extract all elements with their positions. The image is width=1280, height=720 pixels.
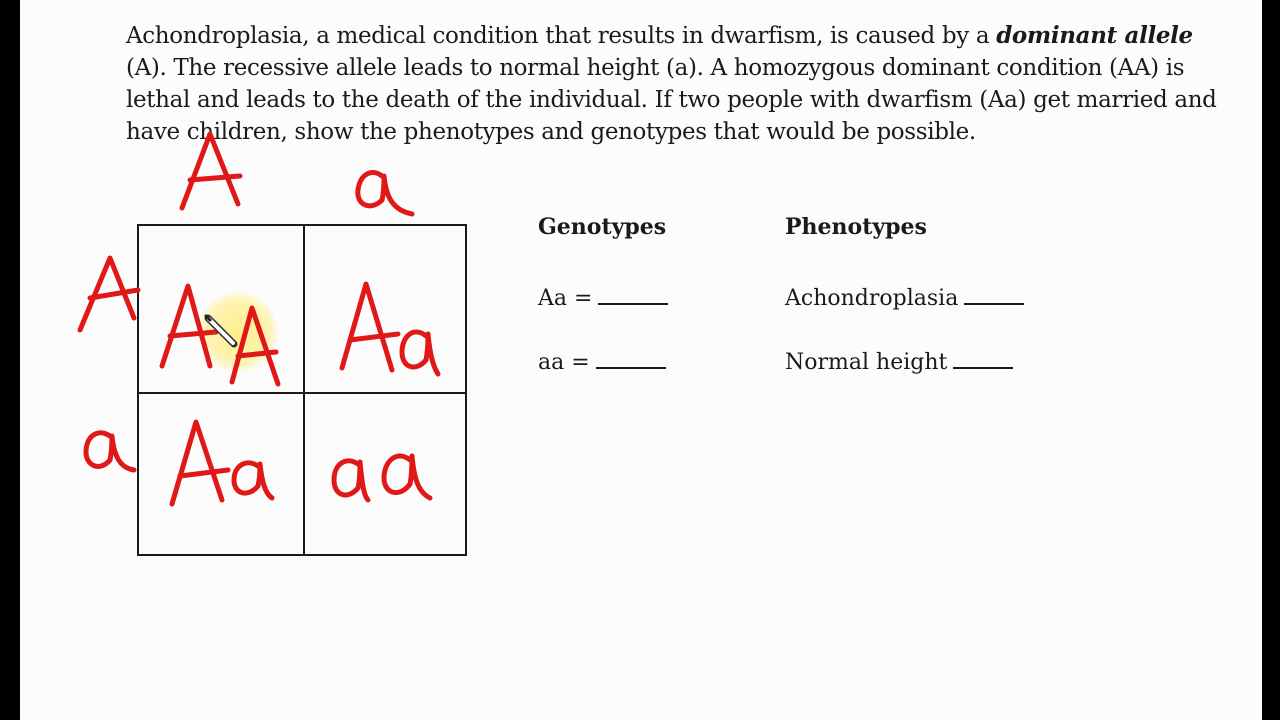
cell-aa <box>334 456 430 500</box>
side-allele-a <box>86 433 134 470</box>
side-allele-A <box>80 258 138 330</box>
answer-blank[interactable] <box>953 345 1013 369</box>
genotype-row-Aa: Aa = <box>538 281 668 311</box>
emphasis-dominant-allele: dominant allele <box>996 22 1193 49</box>
genotype-row-aa: aa = <box>538 345 666 375</box>
problem-line-4: have children, show the phenotypes and genotypes that would be possible. <box>126 119 976 145</box>
phenotype-row-normal-height: Normal height <box>785 345 1013 375</box>
phenotype-row-achondroplasia: Achondroplasia <box>785 281 1024 311</box>
problem-line-1: Achondroplasia, a medical condition that results in dwarfism, is caused by a dominant allele <box>126 22 1193 49</box>
genotypes-heading: Genotypes <box>538 214 667 240</box>
top-allele-a <box>358 172 412 214</box>
phenotypes-heading: Phenotypes <box>785 214 927 240</box>
cell-Aa-top <box>342 284 438 374</box>
problem-line-2: (A). The recessive allele leads to normal height (a). A homozygous dominant condition (AA) is <box>126 55 1185 81</box>
cell-Aa-bottom <box>172 422 272 504</box>
cell-AA <box>162 286 278 384</box>
top-allele-A <box>182 134 240 208</box>
answer-blank[interactable] <box>598 281 668 305</box>
answer-blank[interactable] <box>596 345 666 369</box>
problem-line-3: lethal and leads to the death of the individual. If two people with dwarfism (Aa) get married and <box>126 87 1217 113</box>
answer-blank[interactable] <box>964 281 1024 305</box>
document-page <box>20 0 1262 720</box>
